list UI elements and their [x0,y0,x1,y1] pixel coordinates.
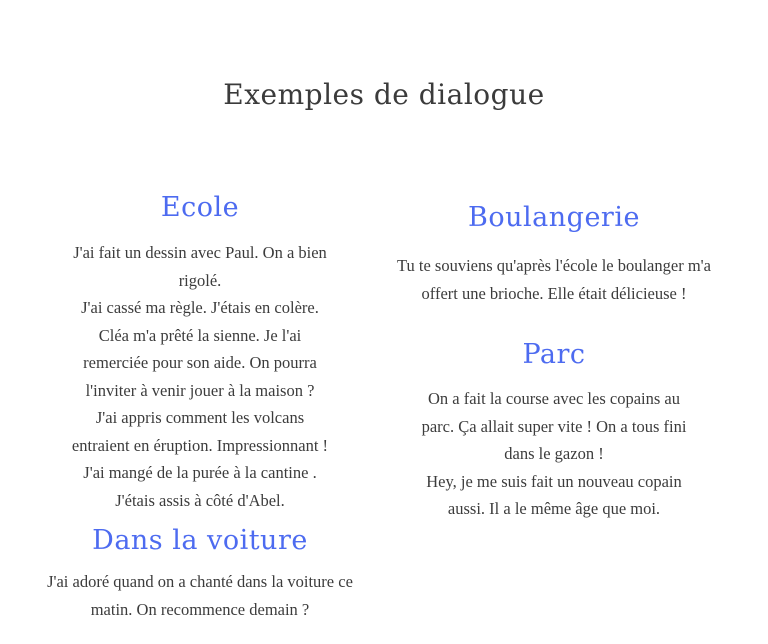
dialogue-line: J'étais assis à côté d'Abel. [115,490,285,510]
dialogue-parc [340,385,768,523]
dialogue-line: J'ai appris comment les volcans [95,408,305,427]
dialogue-line: J'ai fait un dessin avec Paul. On a bien [73,243,327,262]
dialogue-line: Tu te souviens qu'après l'école le boulanger m'a [397,256,711,275]
dialogue-line: Cléa m'a prêté la sienne. Je l'ai [98,325,302,345]
section-heading-parc: Parc [522,339,586,370]
dialogue-line: J'ai cassé ma règle. J'étais en colère. [81,298,319,317]
dialogue-line: rigolé. [178,270,222,290]
dialogue-line: On a fait la course avec les copains au [428,389,680,408]
section-heading-ecole: Ecole [160,192,240,223]
page-title: Exemples de dialogue [223,78,545,111]
dialogue-boulangerie [340,252,768,307]
dialogue-line: Hey, je me suis fait un nouveau copain [426,471,682,491]
section-heading-boulangerie: Boulangerie [468,202,640,233]
dialogue-line: l'inviter à venir jouer à la maison ? [85,380,315,400]
dialogue-line: parc. Ça allait super vite ! On a tous fini [421,416,687,436]
right-column [340,200,768,523]
dialogue-line: J'ai adoré quand on a chanté dans la voiture ce [47,572,353,591]
dialogue-line: matin. On recommence demain ? [90,599,310,619]
dialogue-line: dans le gazon ! [504,444,604,463]
section-heading-voiture: Dans la voiture [92,525,308,556]
dialogue-line: aussi. Il a le même âge que moi. [447,499,661,518]
dialogue-voiture [0,568,400,623]
dialogue-line: remerciée pour son aide. On pourra [83,353,317,372]
dialogue-line: entraient en éruption. Impressionnant ! [71,435,329,455]
dialogue-line: offert une brioche. Elle était délicieuse ! [421,283,687,303]
dialogue-line: J'ai mangé de la purée à la cantine . [83,463,317,482]
